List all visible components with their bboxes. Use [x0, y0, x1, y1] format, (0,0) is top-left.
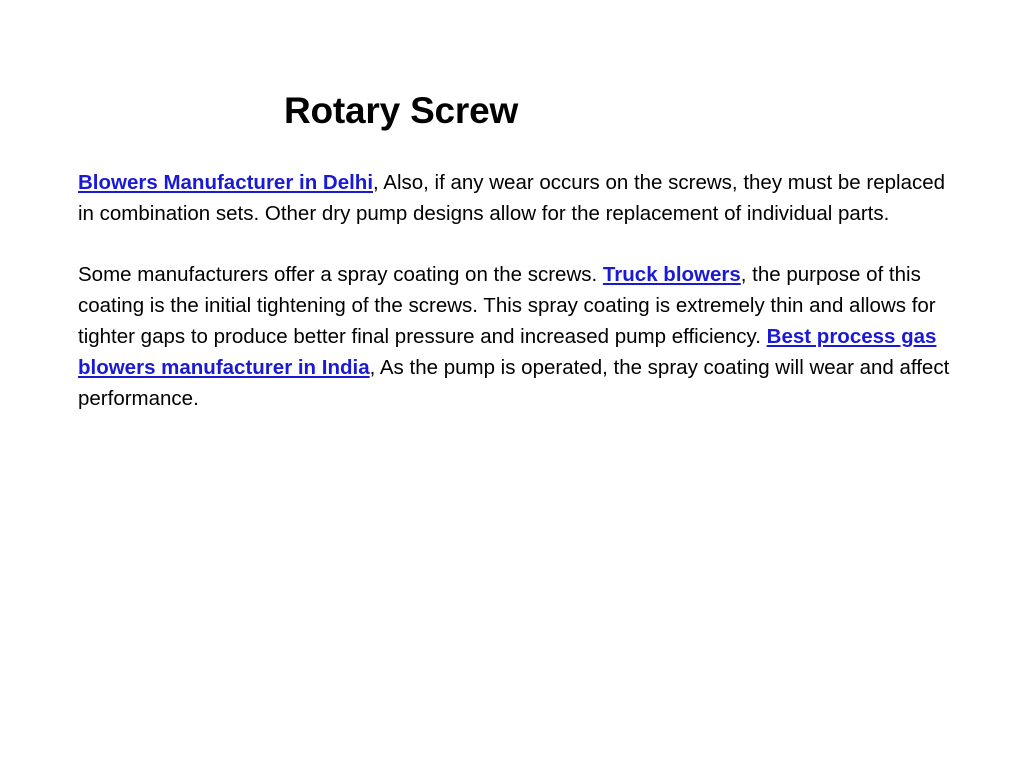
paragraph-2-intro-text: Some manufacturers offer a spray coating on the screws. — [78, 263, 603, 287]
process-gas-blowers-india-link[interactable]: Best process gas blowers manufacturer in India — [78, 324, 937, 379]
slide-body — [78, 168, 958, 414]
slide-title: Rotary Screw — [284, 90, 519, 131]
paragraph-1 — [78, 168, 958, 230]
truck-blowers-link[interactable]: Truck blowers — [602, 263, 741, 287]
paragraph-spacer — [78, 230, 958, 261]
paragraph-2-end-text: , As the pump is operated, the spray coating will wear and affect performance. — [78, 355, 950, 410]
blowers-manufacturer-delhi-link[interactable]: Blowers Manufacturer in Delhi — [78, 171, 374, 194]
paragraph-1-text: , Also, if any wear occurs on the screws, they must be replaced in combination sets. Other dry pump designs allow for the replacement of individual parts. — [78, 171, 946, 225]
paragraph-2-middle-text: , the purpose of this coating is the initial tightening of the screws. This spray coating is extremely thin and allows for tighter gaps to produce better final pressure and increased pump efficiency. — [78, 263, 936, 348]
paragraph-2 — [78, 260, 958, 414]
